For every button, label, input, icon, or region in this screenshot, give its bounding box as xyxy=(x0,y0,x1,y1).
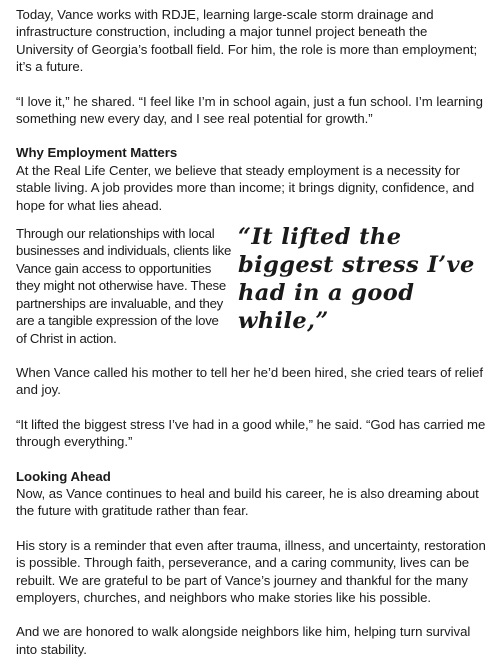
paragraph-honored-to-walk: And we are honored to walk alongside neighbors like him, helping turn survival into stability. xyxy=(16,624,471,657)
heading-why-employment-matters: Why Employment Matters xyxy=(16,145,178,161)
paragraph-relationships: Through our relationships with local businesses and individuals, clients like Vance gain access to opportunities they might not otherwise have. These partnerships are invaluable, and they are a tangible expression of the love of Christ in action. xyxy=(16,226,232,346)
relationships-column xyxy=(16,225,232,347)
paragraph-vance-quote-love-it: “I love it,” he shared. “I feel like I’m in school again, just a fun school. I’m learning something new every day, and I see real potential for growth.” xyxy=(16,93,483,127)
paragraph-steady-employment: At the Real Life Center, we believe that steady employment is a necessity for stable living. A job provides more than income; it brings dignity, confidence, and hope for what lies ahead. xyxy=(16,162,475,213)
pull-quote: “It lifted the biggest stress I’ve had in a good while,” xyxy=(238,224,475,335)
paragraph-called-mother: When Vance called his mother to tell her he’d been hired, she cried tears of relief and joy. xyxy=(16,364,483,398)
relationships-section xyxy=(16,225,488,347)
paragraph-heal-and-build: Now, as Vance continues to heal and build his career, he is also dreaming about the future with gratitude rather than fear. xyxy=(16,485,479,519)
paragraph-vance-quote-stress: “It lifted the biggest stress I’ve had in a good while,” he said. “God has carried me through everything.” xyxy=(16,416,486,450)
article-page xyxy=(16,6,488,658)
paragraph-story-reminder: His story is a reminder that even after trauma, illness, and uncertainty, restoration is possible. Through faith, perseverance, and a caring community, lives can be rebuilt. We are grateful to be part of Vance’s journey and thankful for the many employers, churches, and neighbors who make stories like his possible. xyxy=(16,537,486,605)
heading-looking-ahead: Looking Ahead xyxy=(16,468,111,484)
paragraph-vance-rdje: Today, Vance works with RDJE, learning large-scale storm drainage and infrastructure construction, including a major tunnel project beneath the University of Georgia’s football field. For him, the role is more than employment; it’s a future. xyxy=(16,7,478,75)
